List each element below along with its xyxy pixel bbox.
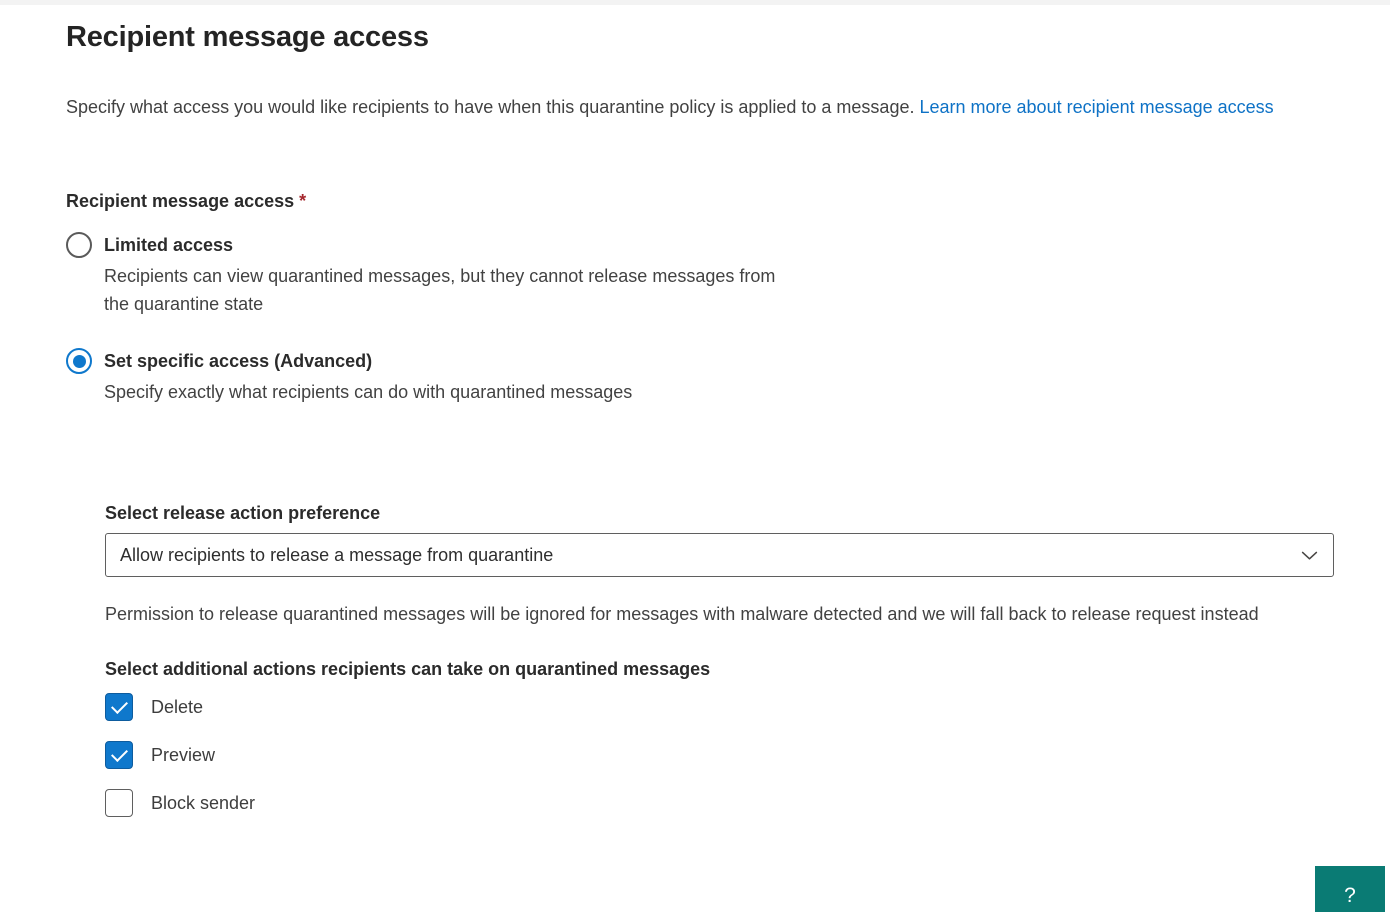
question-mark-icon: ? [1344,884,1356,907]
help-button[interactable] [1315,866,1385,912]
access-group-label-text: Recipient message access [66,191,300,211]
access-group-label [66,190,1397,212]
advanced-access-section [105,502,1397,817]
release-preference-note: Permission to release quarantined messages will be ignored for messages with malware detected and we will fall back to release request instead [105,604,1259,624]
checkbox-label-delete[interactable]: Delete [151,696,204,717]
checkbox-label-block-sender[interactable]: Block sender [151,792,256,813]
checkbox-row-delete[interactable] [105,693,1397,721]
intro-paragraph [66,92,1321,122]
top-edge-shadow [0,0,1390,5]
learn-more-link[interactable]: Learn more about recipient message access [919,97,1274,117]
checkbox-preview[interactable] [105,741,133,769]
radio-button-set-specific-access[interactable] [66,348,92,374]
additional-actions-label: Select additional actions recipients can take on quarantined messages [105,659,711,679]
checkbox-row-block-sender[interactable] [105,789,1397,817]
checkbox-block-sender[interactable] [105,789,133,817]
radio-option-body [104,348,632,406]
radio-option-title[interactable]: Set specific access (Advanced) [104,351,373,371]
radio-button-limited-access[interactable] [66,232,92,258]
release-preference-dropdown[interactable] [105,533,1334,577]
chevron-down-icon[interactable] [1300,546,1319,565]
radio-option-description: Recipients can view quarantined messages, but they cannot release messages from the quarantine state [104,266,776,314]
radio-option-body [104,232,784,318]
radio-option-set-specific-access[interactable] [66,348,1397,406]
radio-option-description: Specify exactly what recipients can do with quarantined messages [104,382,633,402]
release-preference-selected-value: Allow recipients to release a message from quarantine [120,544,554,565]
page-title: Recipient message access [66,21,429,53]
required-asterisk: * [299,191,307,211]
checkbox-delete[interactable] [105,693,133,721]
release-preference-label: Select release action preference [105,503,381,523]
intro-text: Specify what access you would like recipients to have when this quarantine policy is applied to a message. [66,97,920,117]
radio-option-limited-access[interactable] [66,232,1397,318]
radio-option-title[interactable]: Limited access [104,235,234,255]
checkbox-row-preview[interactable] [105,741,1397,769]
checkbox-label-preview[interactable]: Preview [151,744,216,765]
